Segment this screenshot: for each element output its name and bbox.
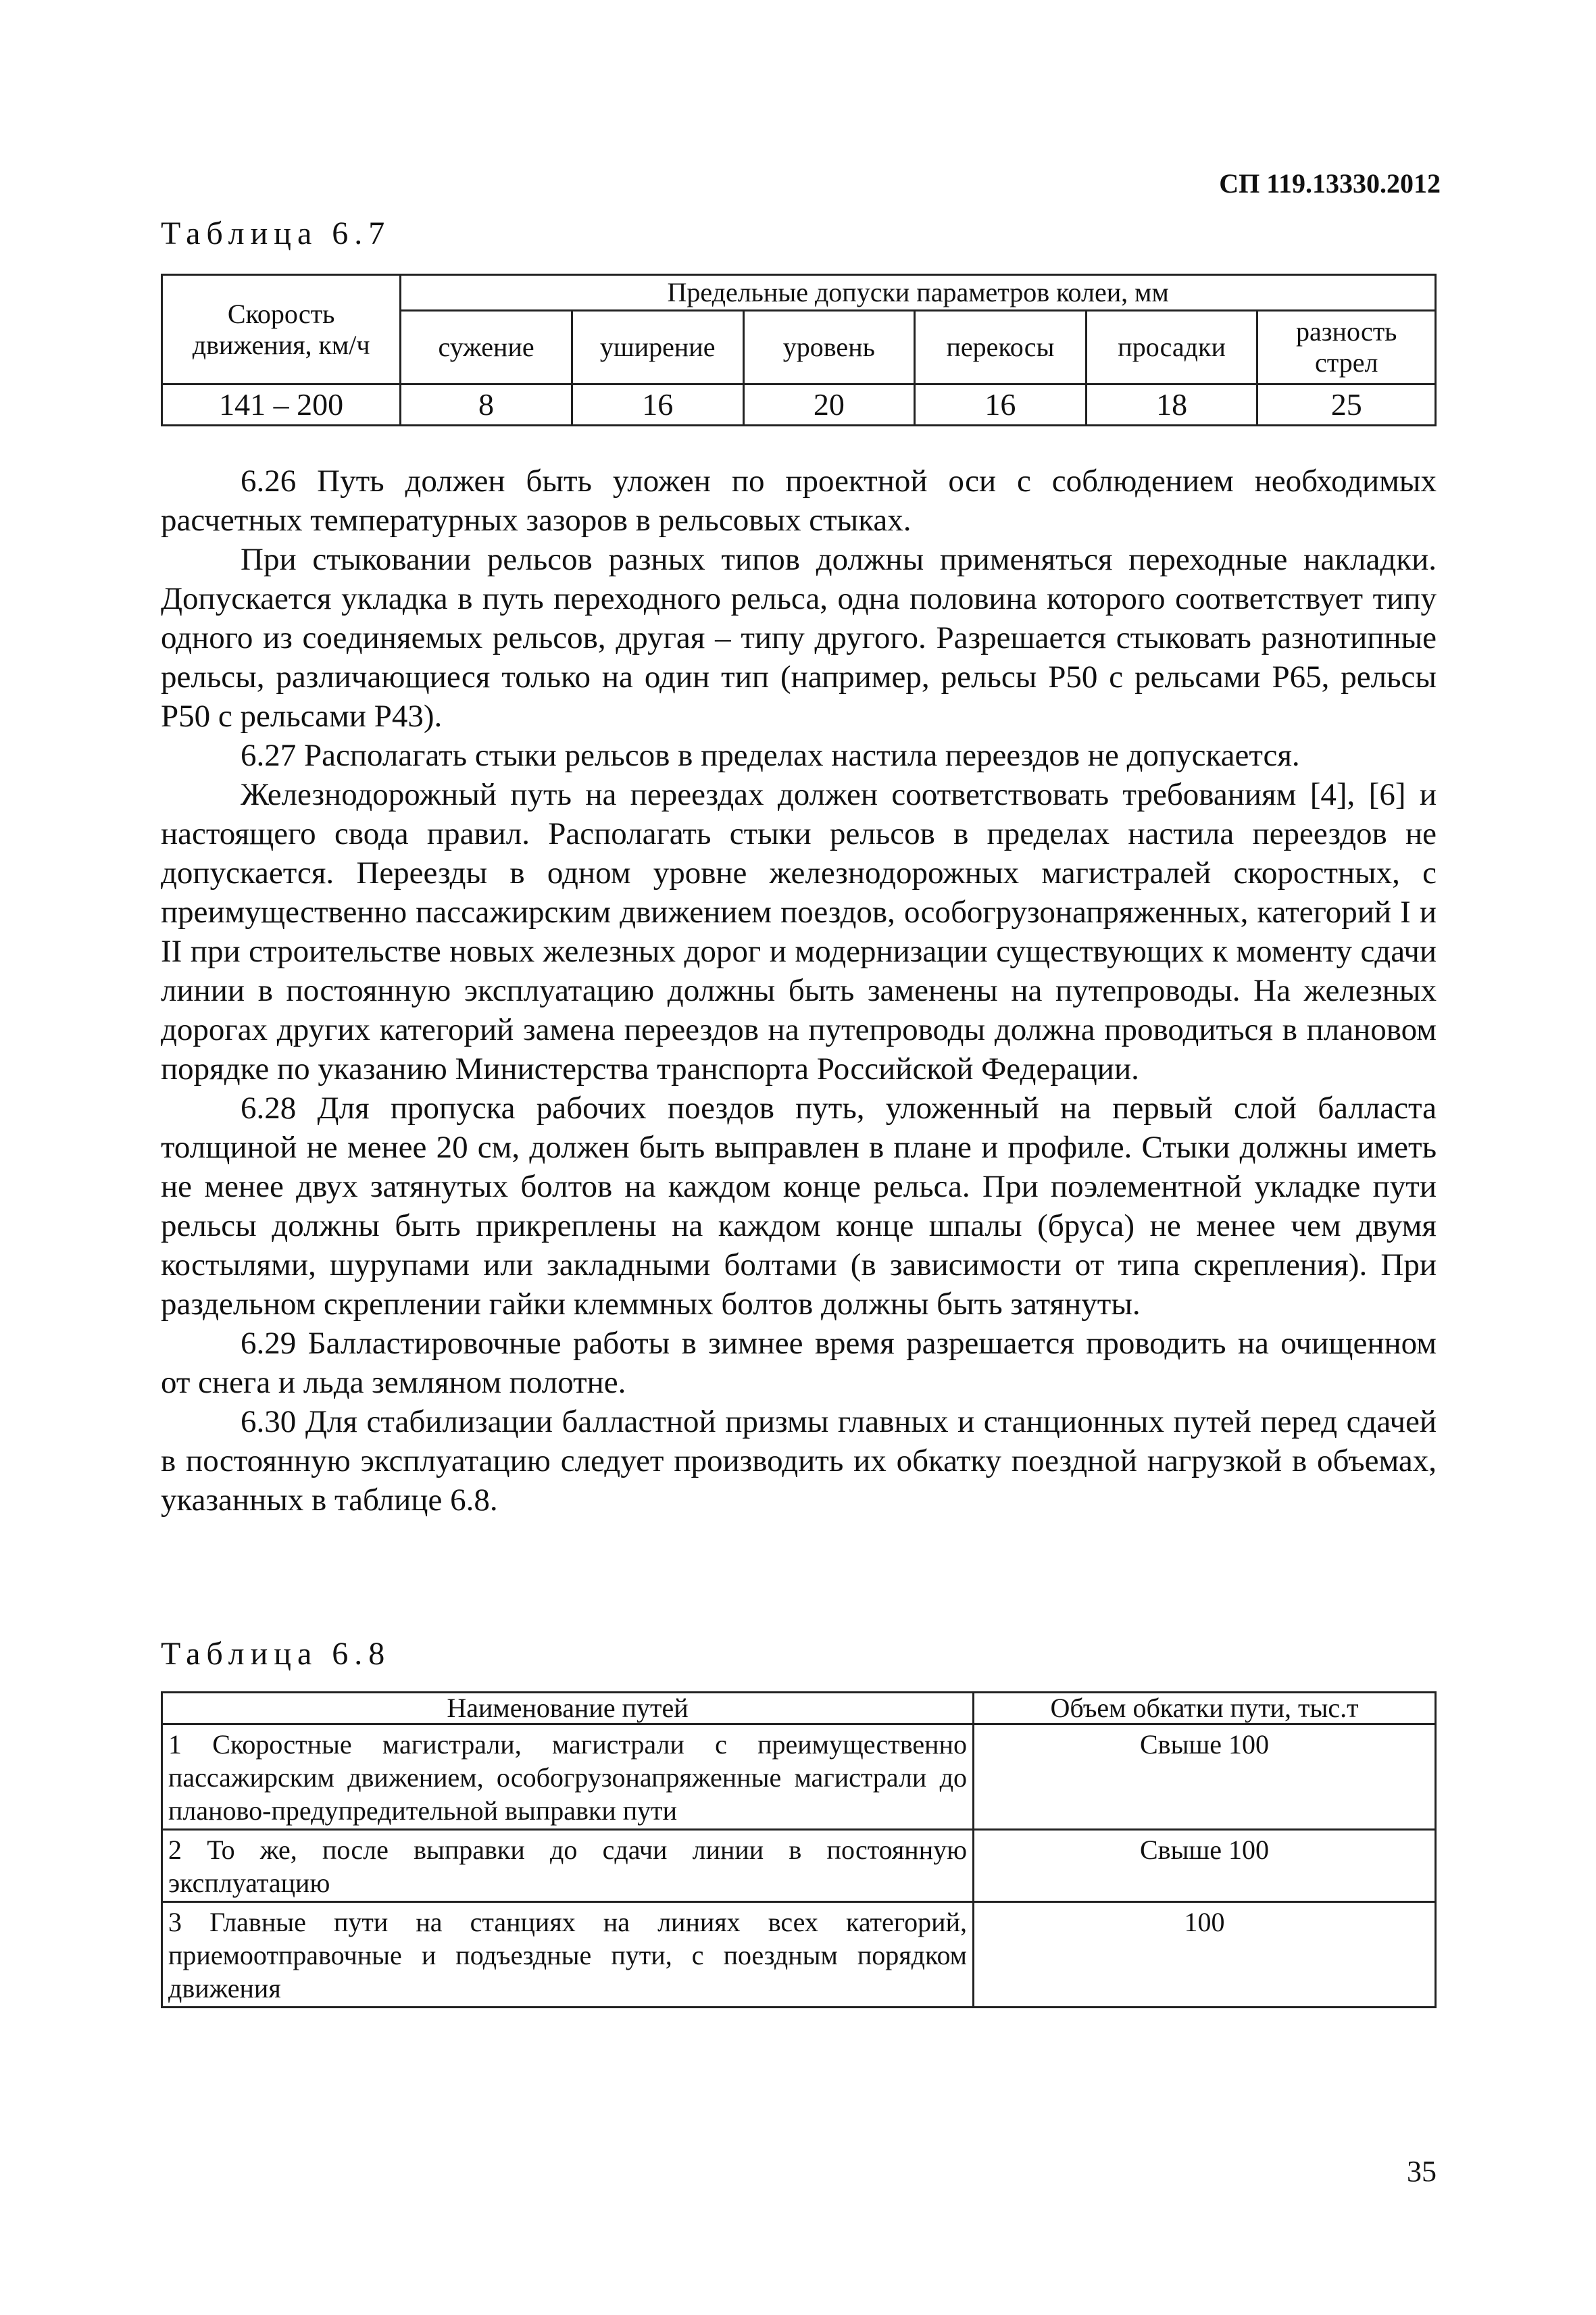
value-cell: 16	[572, 384, 743, 426]
table-row	[162, 1902, 1436, 2008]
volume-cell: Свыше 100	[974, 1830, 1436, 1902]
table-6-7-caption: Таблица 6.7	[161, 216, 391, 251]
break-in-volume-header: Объем обкатки пути, тыс.т	[974, 1693, 1436, 1724]
volume-cell: 100	[974, 1902, 1436, 2008]
speed-cell: 141 – 200	[162, 384, 401, 426]
paragraph: Железнодорожный путь на переездах должен соответствовать требованиям [4], [6] и настоящего свода правил. Располагать стыки рельсов в пределах настила переездов не допускается. Переезды в одном уровне железнодорожных магистралей скоростных, с преимущественно пассажирским движением поездов, особогрузонапряженных, категорий I и II при строительстве новых железных дорог и модернизации существующих к моменту сдачи линии в постоянную эксплуатацию должны быть заменены на путепроводы. На железных дорогах других категорий замена переездов на путепроводы должна проводиться в плановом порядке по указанию Министерства транспорта Российской Федерации.	[161, 777, 1437, 1087]
value-cell: 20	[743, 384, 915, 426]
speed-column-header: Скорость движения, км/ч	[162, 275, 401, 384]
column-header-skew: перекосы	[915, 311, 1087, 384]
column-header-level: уровень	[743, 311, 915, 384]
paragraph-6-26: 6.26 Путь должен быть уложен по проектной оси с соблюдением необходимых расчетных температурных зазоров в рельсовых стыках.	[161, 464, 1437, 538]
paragraph-6-30: 6.30 Для стабилизации балластной призмы главных и станционных путей перед сдачей в постоянную эксплуатацию следует производить их обкатку поездной нагрузкой в объемах, указанных в таблице 6.8.	[161, 1404, 1437, 1518]
value-cell: 18	[1086, 384, 1257, 426]
track-name-cell: 2 То же, после выправки до сдачи линии в постоянную эксплуатацию	[162, 1830, 974, 1902]
track-name-cell: 1 Скоростные магистрали, магистрали с преимущественно пассажирским движением, особогрузонапряженные магистрали до планово-предупредительной выправки пути	[162, 1724, 974, 1830]
track-name-cell: 3 Главные пути на станциях на линиях всех категорий, приемоотправочные и подъездные пути, с поездным порядком движения	[162, 1902, 974, 2008]
table-row	[162, 1724, 1436, 1830]
table-6-8	[161, 1691, 1437, 2008]
body-text	[161, 462, 1437, 1520]
value-cell: 16	[915, 384, 1087, 426]
paragraph-6-28: 6.28 Для пропуска рабочих поездов путь, уложенный на первый слой балласта толщиной не менее 20 см, должен быть выправлен в плане и профиле. Стыки должны иметь не менее двух затянутых болтов на каждом конце рельса. При поэлементной укладке пути рельсы должны быть прикреплены на каждом конце шпалы (бруса) не менее чем двумя костылями, шурупами или закладными болтами (в зависимости от типа скрепления). При раздельном скреплении гайки клеммных болтов должны быть затянуты.	[161, 1091, 1437, 1322]
value-cell: 8	[401, 384, 572, 426]
volume-cell: Свыше 100	[974, 1724, 1436, 1830]
value-cell: 25	[1257, 384, 1436, 426]
table-row	[162, 1830, 1436, 1902]
table-6-7	[161, 274, 1437, 426]
document-code: СП 119.13330.2012	[1219, 168, 1441, 199]
page-number: 35	[1407, 2155, 1437, 2188]
table-6-8-caption: Таблица 6.8	[161, 1636, 391, 1672]
column-header-arrow-difference: разность стрел	[1257, 311, 1436, 384]
column-header-narrowing: сужение	[401, 311, 572, 384]
paragraph-6-27: 6.27 Располагать стыки рельсов в пределах настила переездов не допускается.	[241, 738, 1300, 773]
column-header-subsidence: просадки	[1086, 311, 1257, 384]
tolerance-group-header: Предельные допуски параметров колеи, мм	[401, 275, 1436, 311]
track-name-header: Наименование путей	[162, 1693, 974, 1724]
paragraph: При стыковании рельсов разных типов должны применяться переходные накладки. Допускается укладка в путь переходного рельса, одна половина которого соответствует типу одного из соединяемых рельсов, другая – типу другого. Разрешается стыковать разнотипные рельсы, различающиеся только на один тип (например, рельсы Р50 с рельсами Р65, рельсы Р50 с рельсами Р43).	[161, 542, 1437, 734]
paragraph-6-29: 6.29 Балластировочные работы в зимнее время разрешается проводить на очищенном от снега и льда земляном полотне.	[161, 1326, 1437, 1400]
column-header-widening: уширение	[572, 311, 743, 384]
table-row	[162, 384, 1436, 426]
